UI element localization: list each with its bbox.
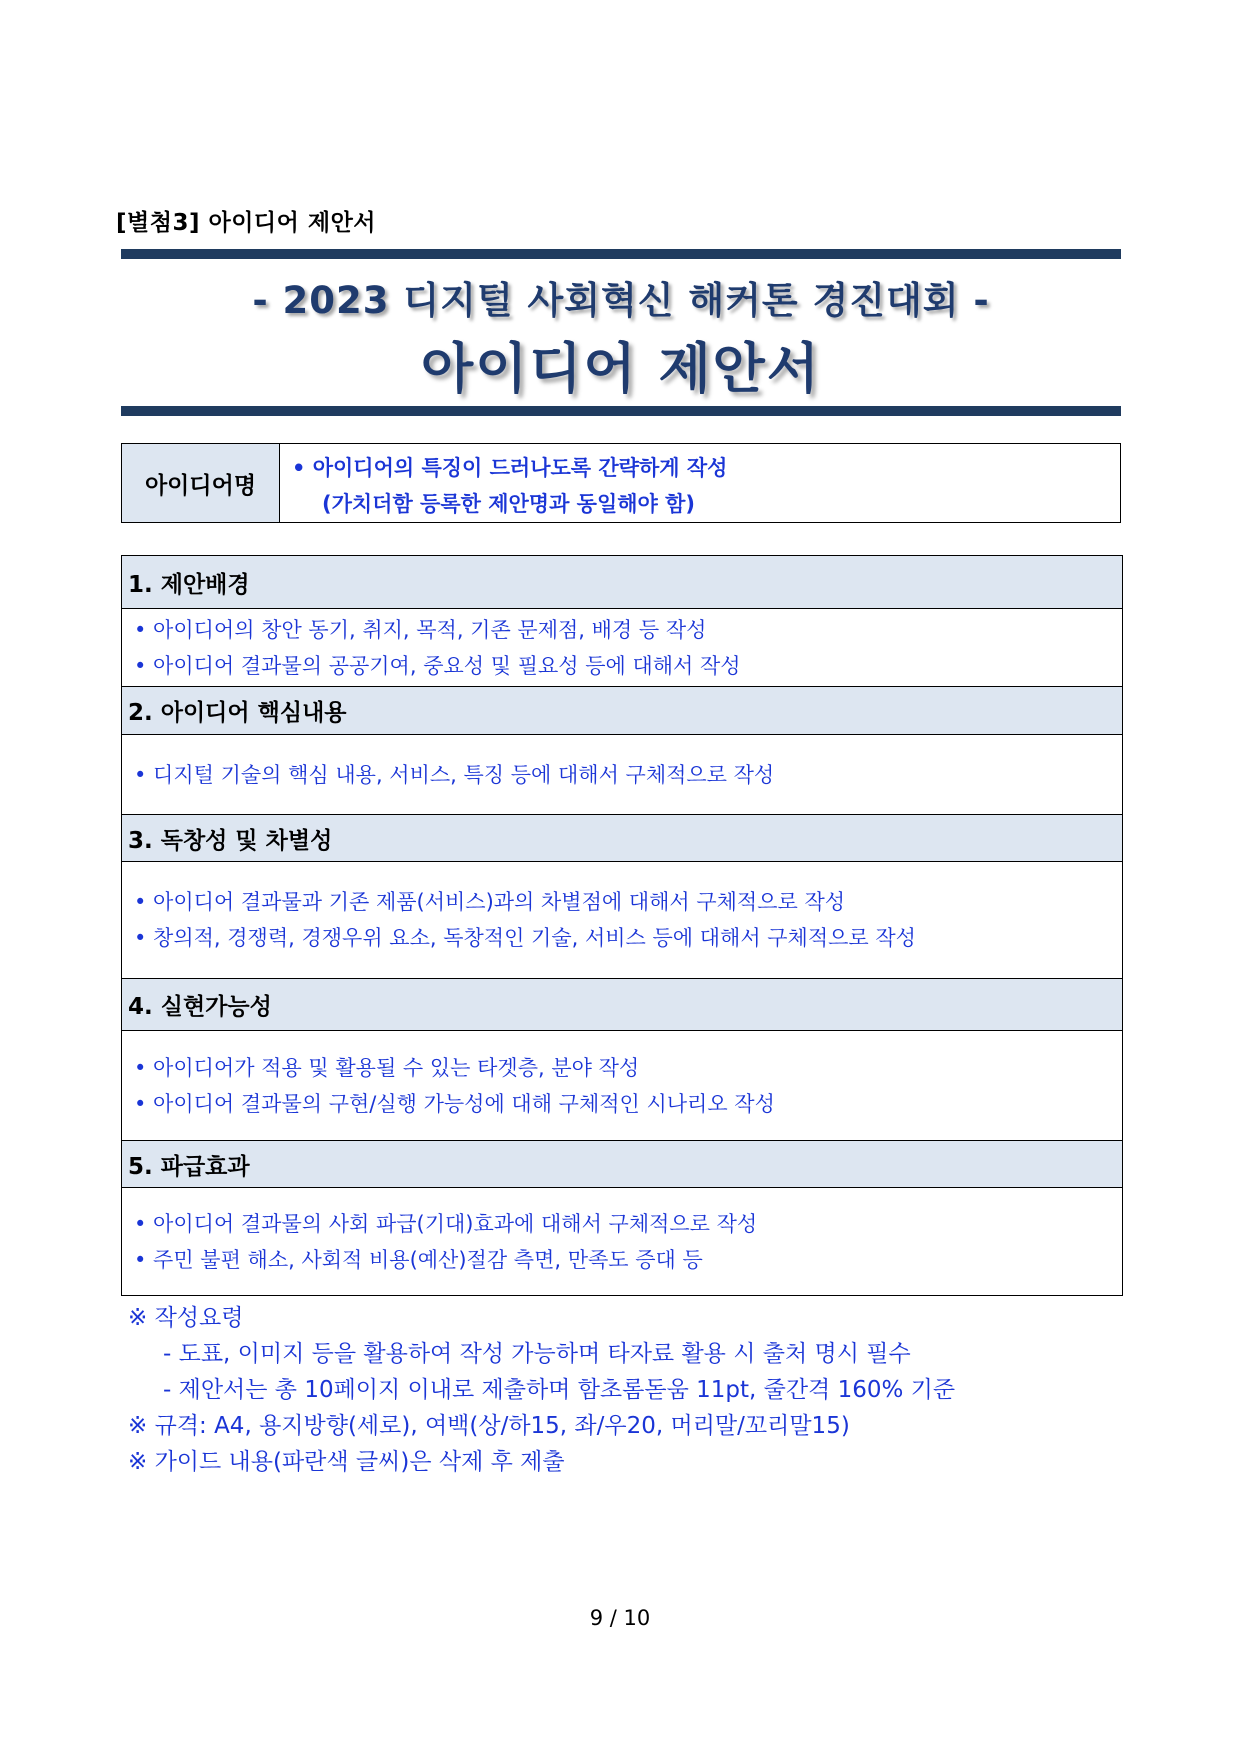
section-impact-body[interactable] (122, 1188, 1122, 1296)
note-spec: ※ 규격: A4, 용지방향(세로), 여백(상/하15, 좌/우20, 머리말/꼬리말15) (128, 1413, 850, 1439)
note-guide-1: - 도표, 이미지 등을 활용하여 작성 가능하며 타자료 활용 시 출처 명시 필수 (163, 1341, 911, 1367)
guide-item: • 아이디어의 창안 동기, 취지, 목적, 기존 문제점, 배경 등 작성 (134, 617, 707, 642)
idea-name-table (121, 443, 1121, 523)
idea-name-guide-line-1: • 아이디어의 특징이 드러나도록 간략하게 작성 (292, 456, 728, 480)
page-number: 9 / 10 (589, 1606, 651, 1630)
note-writing-guide: ※ 작성요령 (128, 1305, 244, 1331)
guide-item: • 아이디어 결과물의 공공기여, 중요성 및 필요성 등에 대해서 작성 (134, 653, 741, 678)
section-heading-feasibility: 4. 실현가능성 (122, 979, 1122, 1031)
writing-notes (128, 1300, 955, 1480)
idea-name-field[interactable] (280, 444, 1120, 522)
title-rule-top (121, 249, 1121, 259)
section-heading-originality: 3. 독창성 및 차별성 (122, 815, 1122, 862)
guide-item: • 아이디어 결과물의 사회 파급(기대)효과에 대해서 구체적으로 작성 (134, 1211, 758, 1236)
document-title: 아이디어 제안서 (421, 337, 821, 400)
guide-item: • 창의적, 경쟁력, 경쟁우위 요소, 독창적인 기술, 서비스 등에 대해서 구체적으로 작성 (134, 926, 916, 950)
idea-name-guide-line-2: (가치더함 등록한 제안명과 동일해야 함) (322, 492, 696, 516)
idea-name-label: 아이디어명 (122, 444, 280, 522)
guide-item: • 주민 불편 해소, 사회적 비용(예산)절감 측면, 만족도 증대 등 (134, 1247, 703, 1272)
title-rule-bottom (121, 406, 1121, 416)
note-guide-2: - 제안서는 총 10페이지 이내로 제출하며 함초롬돋움 11pt, 줄간격 160% 기준 (163, 1377, 956, 1403)
guide-item: • 아이디어 결과물과 기존 제품(서비스)과의 차별점에 대해서 구체적으로 작성 (134, 890, 846, 914)
section-core-content-body[interactable] (122, 735, 1122, 815)
guide-item: • 디지털 기술의 핵심 내용, 서비스, 특징 등에 대해서 구체적으로 작성 (134, 762, 775, 787)
proposal-sections-table (121, 555, 1123, 1296)
document-subtitle: - 2023 디지털 사회혁신 해커톤 경진대회 - (252, 279, 990, 322)
section-feasibility-body[interactable] (122, 1031, 1122, 1141)
note-delete-notice: ※ 가이드 내용(파란색 글씨)은 삭제 후 제출 (128, 1449, 565, 1475)
section-originality-body[interactable] (122, 862, 1122, 979)
guide-item: • 아이디어 결과물의 구현/실행 가능성에 대해 구체적인 시나리오 작성 (134, 1091, 775, 1116)
attachment-label: [별첨3] 아이디어 제안서 (116, 210, 377, 236)
section-background-body[interactable] (122, 609, 1122, 687)
section-heading-background: 1. 제안배경 (122, 556, 1122, 609)
section-heading-impact: 5. 파급효과 (122, 1141, 1122, 1188)
guide-item: • 아이디어가 적용 및 활용될 수 있는 타겟층, 분야 작성 (134, 1055, 640, 1080)
section-heading-core-content: 2. 아이디어 핵심내용 (122, 687, 1122, 735)
